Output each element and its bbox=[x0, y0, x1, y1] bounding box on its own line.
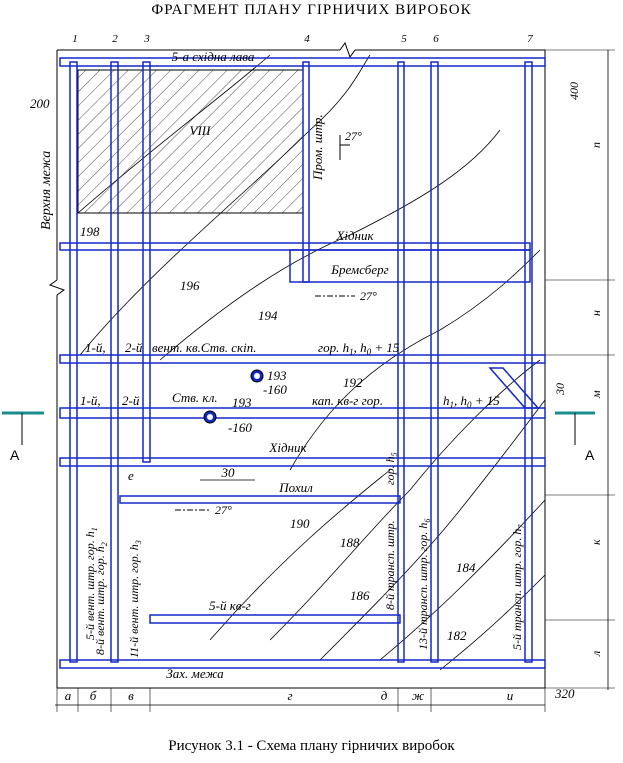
label-30-a: 30 bbox=[221, 465, 235, 480]
dip-arrow-2 bbox=[315, 289, 377, 303]
bottom-dim-v: в bbox=[128, 688, 134, 703]
right-dimension-chain bbox=[545, 50, 615, 690]
label-193-b: 193 bbox=[232, 395, 252, 410]
contour-label-192: 192 bbox=[343, 375, 363, 390]
label-160-b: -160 bbox=[228, 420, 252, 435]
label-face5: 5-а східна лава bbox=[171, 49, 255, 64]
label-400: 400 bbox=[567, 82, 581, 100]
figure-caption: Рисунок 3.1 - Схема плану гірничих виробок bbox=[168, 738, 455, 754]
label-160-a: -160 bbox=[263, 382, 287, 397]
grid-number-2: 2 bbox=[112, 33, 118, 45]
label-row1-1: 1-й, bbox=[85, 340, 106, 355]
right-dim-n: п bbox=[589, 142, 603, 148]
contour-label-196: 196 bbox=[180, 278, 200, 293]
label-block-viii: VIII bbox=[189, 123, 211, 138]
label-pokhyl: Похил bbox=[279, 480, 313, 495]
label-khidnyk-1: Хідник bbox=[336, 228, 374, 243]
dip-arrow-3 bbox=[175, 503, 232, 517]
label-stv-kl: Ств. кл. bbox=[172, 390, 218, 405]
contour-label-188: 188 bbox=[340, 535, 360, 550]
contour-label-186: 186 bbox=[350, 588, 370, 603]
label-upper-bound: Верхня межа bbox=[39, 150, 54, 230]
label-kv5: 5-й кв-г bbox=[209, 598, 251, 613]
label-dip-2: 27° bbox=[360, 289, 377, 303]
grid-numbers bbox=[72, 33, 533, 45]
label-shtr8: 8-й вент. штр. гор. $h_2$ bbox=[93, 542, 109, 655]
right-dim-l: л bbox=[589, 650, 603, 656]
section-a-right bbox=[555, 413, 595, 463]
bottom-dim-g: г bbox=[287, 688, 293, 703]
label-tr13: 13-й трансп. штр. гор. $h_6$ bbox=[416, 518, 432, 650]
contour-label-182: 182 bbox=[447, 628, 467, 643]
bottom-dim-zh: ж bbox=[411, 688, 425, 703]
label-a-left: А bbox=[10, 447, 20, 463]
label-dip-3: 27° bbox=[215, 503, 232, 517]
grid-number-5: 5 bbox=[401, 33, 407, 45]
label-gor-h5: гор. $h_5$ bbox=[383, 452, 399, 485]
label-a-right: А bbox=[585, 447, 595, 463]
right-dim-k: к bbox=[589, 539, 603, 545]
grid-number-6: 6 bbox=[433, 33, 439, 45]
shaft-skip bbox=[251, 370, 263, 382]
label-prom: Пром. штр. bbox=[310, 114, 325, 180]
label-30-b: 30 bbox=[553, 383, 567, 395]
dip-arrow-1 bbox=[340, 129, 362, 160]
label-dip-1: 27° bbox=[345, 129, 362, 143]
label-h-right: $h_1$, $h_0 + 15$ bbox=[443, 393, 500, 410]
bottom-dimension-chain bbox=[55, 688, 545, 712]
diagram-title: ФРАГМЕНТ ПЛАНУ ГІРНИЧИХ ВИРОБОК bbox=[151, 2, 472, 18]
right-dim-m: м bbox=[589, 390, 603, 398]
label-320: 320 bbox=[555, 686, 575, 701]
contour-label-184: 184 bbox=[456, 560, 476, 575]
label-shtr5: 5-й вент. штр. гор. $h_1$ bbox=[83, 527, 99, 640]
bottom-dim-b: б bbox=[89, 688, 97, 703]
label-khidnyk-2: Хідник bbox=[269, 440, 307, 455]
label-shtr11: 11-й вент. штр. гор. $h_3$ bbox=[127, 540, 143, 658]
right-dim-h: н bbox=[589, 310, 603, 316]
bottom-dim-i: и bbox=[506, 688, 514, 703]
contour-label-190: 190 bbox=[290, 516, 310, 531]
grid-number-1: 1 bbox=[72, 33, 78, 45]
label-vent: вент. кв.Ств. скіп. bbox=[152, 340, 257, 355]
label-kap: кап. кв-г гор. bbox=[312, 393, 383, 408]
contour-label-194: 194 bbox=[258, 308, 278, 323]
label-zakh: Зах. межа bbox=[166, 666, 224, 681]
bottom-dim-a: а bbox=[64, 688, 72, 703]
bottom-dim-d: д bbox=[380, 688, 388, 703]
label-tr5: 5-й трансп. штр. гор. $h_7$ bbox=[510, 524, 526, 650]
label-tr8-upper: 8-й трансп. штр. bbox=[383, 520, 397, 610]
section-a-left bbox=[2, 413, 44, 463]
grid-number-4: 4 bbox=[304, 33, 310, 45]
label-200: 200 bbox=[30, 96, 50, 111]
grid-number-3: 3 bbox=[144, 33, 150, 45]
grid-number-7: 7 bbox=[527, 33, 533, 45]
contour-label-198: 198 bbox=[80, 224, 100, 239]
dim-30-horizontal bbox=[200, 465, 255, 480]
shaft-cage bbox=[204, 411, 216, 423]
label-gor-h1: гор. $h_1$, $h_0 + 15$ bbox=[318, 340, 400, 357]
label-bremsberg: Бремсберг bbox=[331, 262, 389, 277]
label-row2-2: 2-й bbox=[122, 393, 140, 408]
label-e: е bbox=[128, 468, 134, 483]
label-193-a: 193 bbox=[267, 368, 287, 383]
label-row2-1: 1-й, bbox=[80, 393, 101, 408]
label-row1-2: 2-й bbox=[125, 340, 143, 355]
